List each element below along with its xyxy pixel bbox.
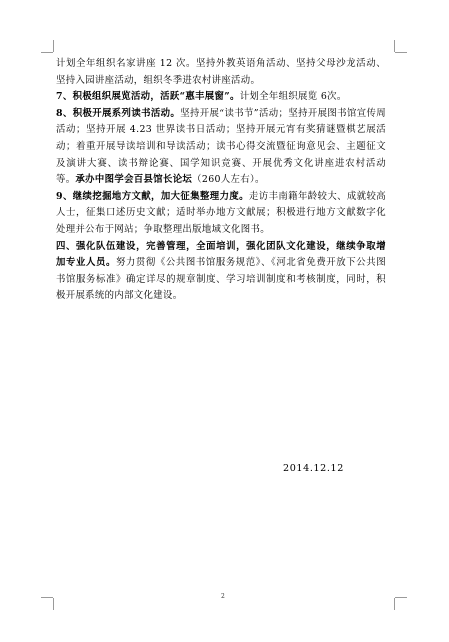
paragraph-heading: 四、强化队伍建设，完善管理，全面培训，强化团队文化建设，继续争取增加专业人员。: [56, 240, 386, 269]
paragraph-emphasis: 承办中图学会百县馆长论坛: [75, 174, 193, 186]
paragraph-text: 计划全年组织名家讲座 12 次。坚持外教英语角活动、坚持父母沙龙活动、坚持入园讲座活动，组织冬季进农村讲座活动。: [56, 58, 386, 86]
document-body: [56, 56, 386, 305]
paragraph-heading: 8、积极开展系列读书活动。: [56, 107, 181, 119]
document-date: 2014.12.12: [283, 463, 344, 474]
paragraph-lectures: [56, 56, 386, 89]
paragraph-text: 努力贯彻《公共图书馆服务规范》、《河北省免费开放下公共图书馆服务标准》确定详尽的规章制度、学习培训制度和考核制度，同时，积极开展系统的内部文化建设。: [56, 257, 386, 302]
paragraph-heading: 7、积极组织展览活动，活跃“惠丰展窗”。: [56, 91, 240, 103]
page-number: 2: [221, 593, 225, 600]
paragraph-text: 计划全年组织展览 6次。: [239, 91, 347, 103]
paragraph-exhibitions: [56, 89, 386, 106]
paragraph-team-building: [56, 239, 386, 305]
paragraph-text: （260人左右）。: [192, 174, 265, 186]
paragraph-text: 坚持开展“读书节”活动；坚持开展图书馆宣传周活动；坚持开展 4.23 世界读书日活动；坚持开展元宵有奖猜谜暨棋艺展活动；着重开展导读培训和导读活动；读书心得交流暨征询意见会、主题征文及演讲大赛、读书辩论赛、国学知识竞赛、开展优秀文化讲座进农村活动等。: [56, 107, 386, 186]
paragraph-text: 走访丰南籍年龄较大、成就较高人士，征集口述历史文献；适时举办地方文献展；积极进行地方文献数字化处理并公布于网站；争取整理出版地域文化图书。: [56, 190, 386, 235]
paragraph-local-documents: [56, 189, 386, 239]
paragraph-reading-activities: [56, 106, 386, 189]
paragraph-heading: 9、继续挖掘地方文献，加大征集整理力度。: [56, 190, 249, 202]
